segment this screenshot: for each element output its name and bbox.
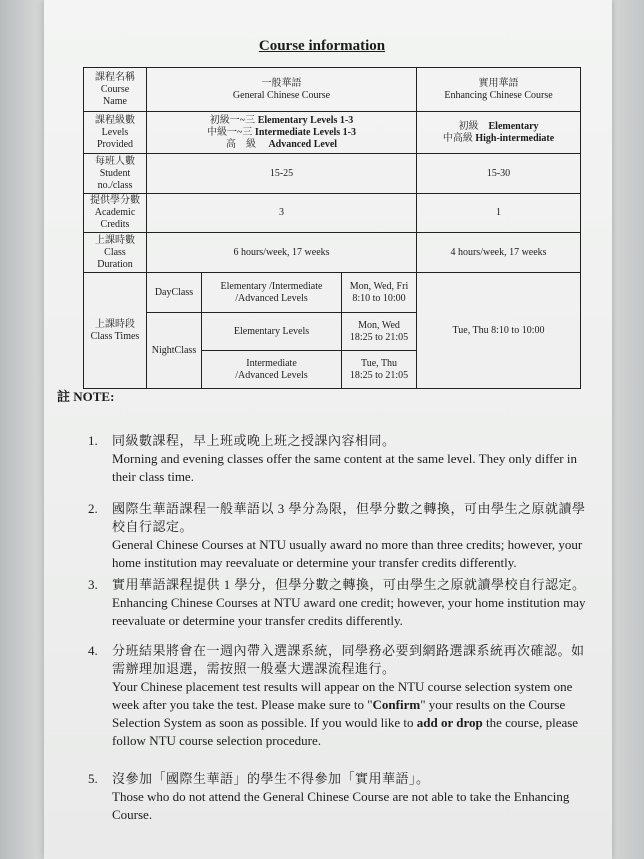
general-duration: 6 hours/week, 17 weeks: [147, 233, 417, 273]
night-intermediate-schedule: Tue, Thu 18:25 to 21:05: [342, 351, 417, 389]
note-5-zh: 沒參加「國際生華語」的學生不得參加「實用華語」。: [112, 771, 430, 786]
note-2-number: 2.: [88, 501, 98, 516]
note-3-number: 3.: [88, 577, 98, 592]
day-class-levels: Elementary /Intermediate /Advanced Levels: [202, 273, 342, 313]
night-class-label: NightClass: [147, 313, 202, 389]
note-3-zh: 實用華語課程提供 1 學分，但學分數之轉換，可由學生之原就讀學校自行認定。: [112, 577, 586, 592]
label-duration: 上課時數 Class Duration: [84, 233, 147, 273]
night-elementary-schedule: Mon, Wed 18:25 to 21:05: [342, 313, 417, 351]
label-class-times: 上課時段 Class Times: [84, 273, 147, 389]
label-course-name: 課程名稱 Course Name: [84, 68, 147, 112]
row-day-class: [84, 273, 581, 313]
night-intermediate-levels: Intermediate /Advanced Levels: [202, 351, 342, 389]
note-5-en: Those who do not attend the General Chinese Course are not able to take the Enhancing Course.: [112, 789, 570, 822]
row-duration: [84, 233, 581, 273]
note-1-number: 1.: [88, 433, 98, 448]
note-3: [88, 576, 588, 630]
label-credits: 提供學分數 Academic Credits: [84, 194, 147, 233]
general-students: 15-25: [147, 154, 417, 194]
note-4-zh: 分班結果將會在一週內帶入選課系統，同學務必要到網路選課系統再次確認。如需辦理加退選，需按照一般臺大選課流程進行。: [112, 643, 585, 676]
note-heading: 註 NOTE:: [57, 389, 115, 404]
note-1: [88, 432, 588, 486]
note-5-number: 5.: [88, 771, 98, 786]
day-class-label: DayClass: [147, 273, 202, 313]
night-elementary-levels: Elementary Levels: [202, 313, 342, 351]
note-4: [88, 642, 588, 750]
row-credits: [84, 194, 581, 233]
row-course-name: [84, 68, 581, 112]
note-1-zh: 同級數課程，早上班或晚上班之授課內容相同。: [112, 433, 396, 448]
general-course-name: 一般華語 General Chinese Course: [147, 68, 417, 112]
enhancing-students: 15-30: [417, 154, 581, 194]
note-1-en: Morning and evening classes offer the same content at the same level. They only differ in their class time.: [112, 451, 577, 484]
general-credits: 3: [147, 194, 417, 233]
confirm-emphasis: Confirm: [372, 697, 421, 712]
note-5: [88, 770, 588, 824]
general-levels: 初級一~三 Elementary Levels 1-3 中級一~三 Intermediate Levels 1-3 高 級 Advanced Level: [147, 112, 417, 154]
label-students: 每班人數 Student no./class: [84, 154, 147, 194]
row-levels: [84, 112, 581, 154]
enhancing-levels: 初級 Elementary 中高級 High-intermediate: [417, 112, 581, 154]
enhancing-duration: 4 hours/week, 17 weeks: [417, 233, 581, 273]
enhancing-class-times: Tue, Thu 8:10 to 10:00: [417, 273, 581, 389]
course-table: [83, 67, 581, 389]
note-3-en: Enhancing Chinese Courses at NTU award one credit; however, your home institution may reevaluate or determine your transfer credits differently.: [112, 595, 586, 628]
note-2-en: General Chinese Courses at NTU usually award no more than three credits; however, your home institution may reevaluate or determine your transfer credits differently.: [112, 537, 583, 570]
note-2-zh: 國際生華語課程一般華語以 3 學分為限，但學分數之轉換，可由學生之原就讀學校自行認定。: [112, 501, 586, 534]
page-title: Course information: [258, 38, 386, 54]
row-students: [84, 154, 581, 194]
label-levels: 課程級數 Levels Provided: [84, 112, 147, 154]
enhancing-course-name: 實用華語 Enhancing Chinese Course: [417, 68, 581, 112]
add-drop-emphasis: add or drop: [416, 715, 483, 730]
note-2: [88, 500, 588, 572]
note-4-number: 4.: [88, 643, 98, 658]
day-class-schedule: Mon, Wed, Fri 8:10 to 10:00: [342, 273, 417, 313]
enhancing-credits: 1: [417, 194, 581, 233]
note-4-en: Your Chinese placement test results will appear on the NTU course selection system one week after you take the test. Please make sure to "Confirm" your results on the Course Selection System as soon as possible. If you would like to add or drop the course, please follow NTU course selection procedure.: [112, 679, 579, 748]
